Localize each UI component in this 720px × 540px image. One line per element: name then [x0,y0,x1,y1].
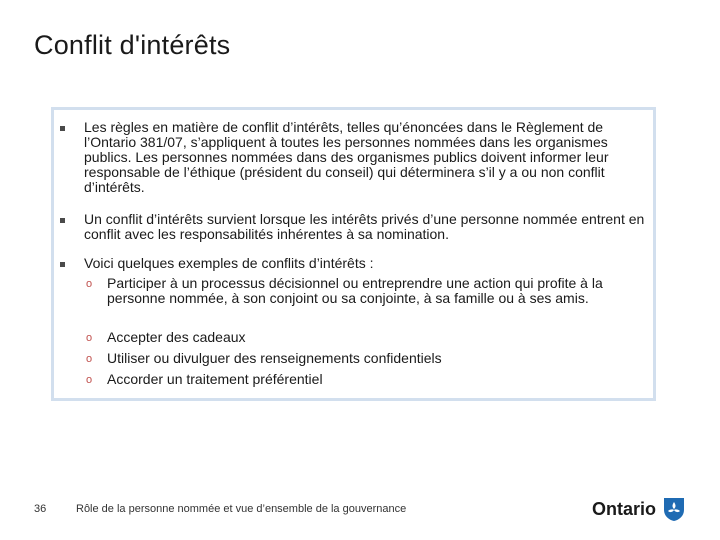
sub-bullet-marker: o [86,278,93,290]
trillium-icon [662,496,686,522]
bullet-text-2: Un conflit d’intérêts survient lorsque les intérêts privés d’une personne nommée entrent en conflit avec les responsabilités inhérentes à sa nomination. [84,211,645,242]
content-box [51,107,656,401]
sub-bullet-marker: o [86,374,93,386]
sub-item-1: Participer à un processus décisionnel ou entreprendre une action qui profite à la personne nommée, à son conjoint ou sa conjointe, à sa famille ou à ses amis. [107,275,603,306]
logo-wordmark: Ontario [592,498,657,519]
bullet-marker [60,218,65,223]
sub-bullet-marker: o [86,353,93,365]
sub-item-4: Accorder un traitement préférentiel [107,371,323,387]
footer-text: Rôle de la personne nommée et vue d’ensemble de la gouvernance [76,503,407,515]
sub-bullet-marker: o [86,332,93,344]
sub-item-2: Accepter des cadeaux [107,329,246,345]
bullet-text-3: Voici quelques exemples de conflits d’intérêts : [84,255,374,271]
page-number: 36 [34,503,47,515]
ontario-logo [592,496,686,522]
bullet-text-1: Les règles en matière de conflit d’intérêts, telles qu’énoncées dans le Règlement de l’Ontario 381/07, s’appliquent à toutes les personnes nommées dans les organismes publics. Les personnes nommées dans des organismes publics doivent informer leur responsable de l’éthique (président du conseil) qui déterminera s’il y a ou non conflit d’intérêts. [84,119,609,195]
slide-title: Conflit d'intérêts [34,30,231,60]
bullet-marker [60,262,65,267]
bullet-marker [60,126,65,131]
sub-item-3: Utiliser ou divulguer des renseignements confidentiels [107,350,442,366]
